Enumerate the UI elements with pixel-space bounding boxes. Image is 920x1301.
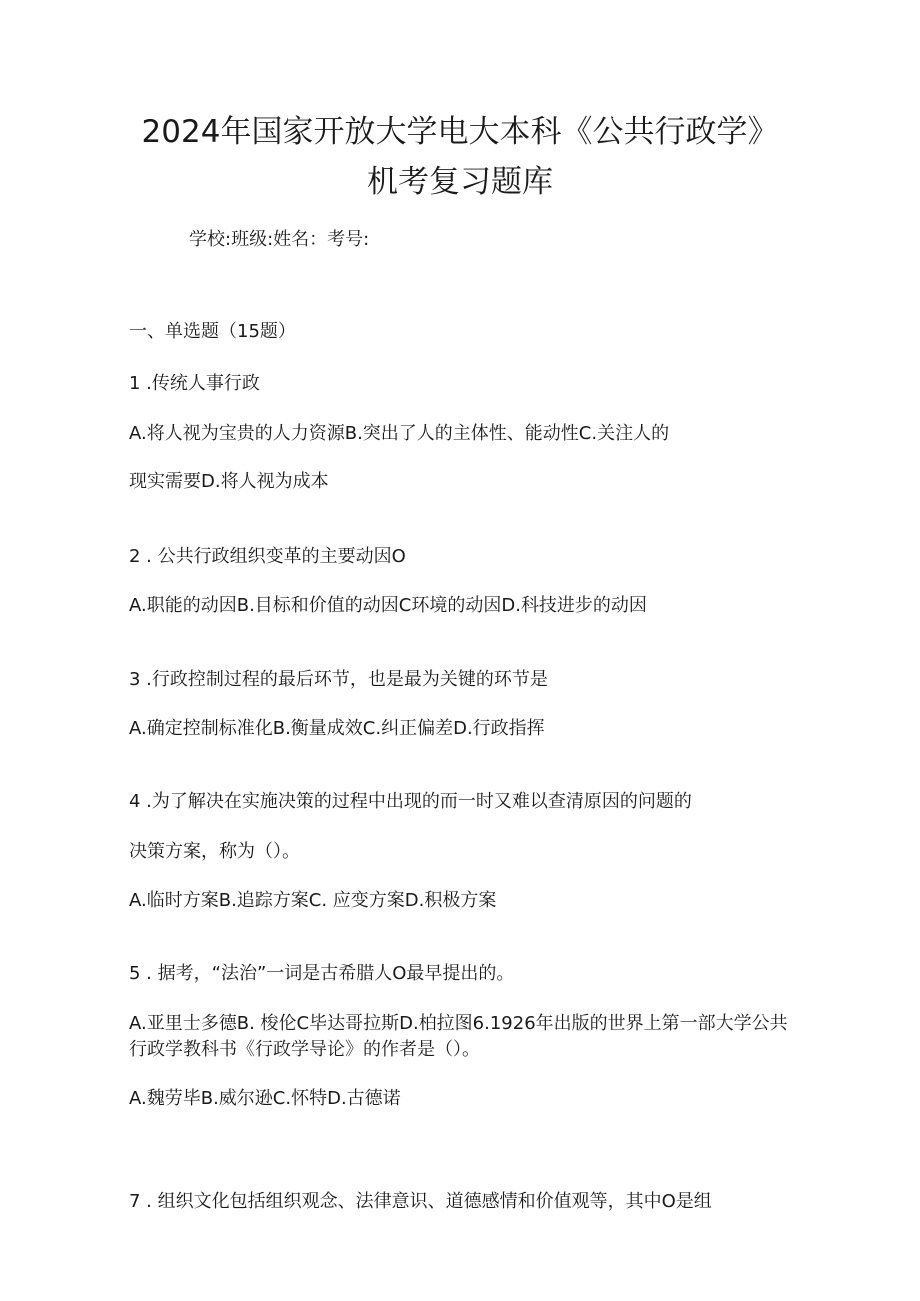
question-1-options-line-2: 现实需要D.将人视为成本: [129, 471, 329, 492]
question-3-options: A.确定控制标准化B.衡量成效C.纠正偏差D.行政指挥: [129, 718, 545, 739]
question-7-stem: 7 . 组织文化包括组织观念、法律意识、道德感情和价值观等，其中O是组: [129, 1191, 712, 1212]
question-6-options: A.魏劳毕B.威尔逊C.怀特D.古德诺: [129, 1088, 401, 1109]
question-4-stem-line-2: 决策方案，称为（）。: [129, 841, 300, 862]
question-2-stem: 2 . 公共行政组织变革的主要动因O: [129, 546, 406, 567]
document-title-line-2: 机考复习题库: [367, 164, 553, 200]
question-5-stem: 5 . 据考，“法治”一词是古希腊人O最早提出的。: [129, 963, 515, 984]
question-4-stem-line-1: 4 .为了解决在实施决策的过程中出现的而一时又难以查清原因的问题的: [129, 791, 692, 812]
student-info-line: 学校:班级:姓名：考号:: [189, 229, 370, 250]
question-2-options: A.职能的动因B.目标和价值的动因C环境的动因D.科技进步的动因: [129, 595, 647, 616]
question-1-options-line-1: A.将人视为宝贵的人力资源B.突出了人的主体性、能动性C.关注人的: [129, 423, 670, 444]
question-4-options: A.临时方案B.追踪方案C. 应变方案D.积极方案: [129, 890, 497, 911]
question-3-stem: 3 .行政控制过程的最后环节，也是最为关键的环节是: [129, 669, 548, 690]
document-title-line-1: 2024年国家开放大学电大本科《公共行政学》: [141, 114, 779, 150]
question-5-options-and-question-6-stem: A.亚里士多德B. 梭伦C毕达哥拉斯D.柏拉图6.1926年出版的世界上第一部大学公共行政学教科书《行政学导论》的作者是（）。: [129, 1013, 788, 1061]
question-1-stem: 1 .传统人事行政: [129, 373, 260, 394]
section-heading: 一、单选题（15题）: [129, 321, 296, 342]
